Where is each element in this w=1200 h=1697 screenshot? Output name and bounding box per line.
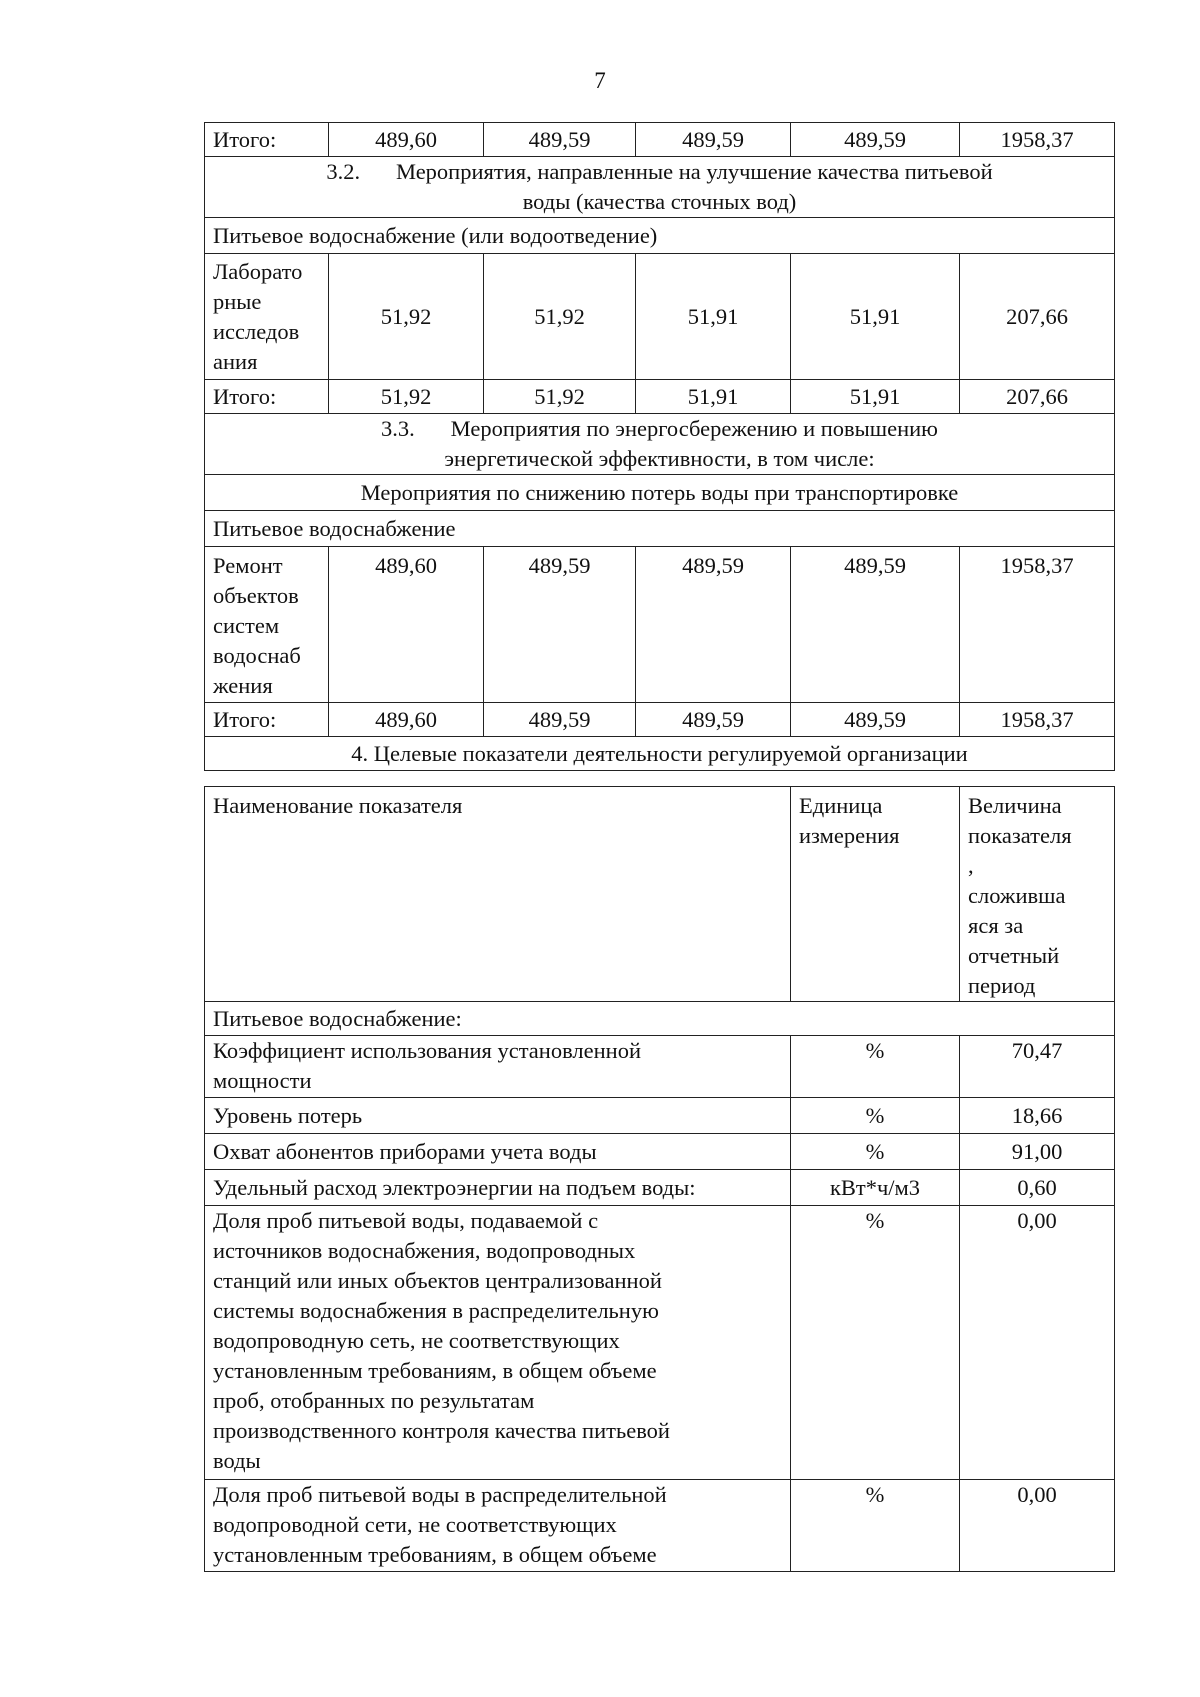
total-label: Итого: (205, 123, 329, 157)
total-value: 489,59 (791, 123, 960, 157)
indicator-name-line: проб, отобранных по результатам (213, 1388, 535, 1413)
indicator-unit: % (791, 1098, 960, 1134)
indicator-value: 91,00 (960, 1134, 1115, 1170)
indicator-row (205, 1206, 1115, 1480)
indicator-name-line: системы водоснабжения в распределительную (213, 1298, 659, 1323)
cell-value: 489,60 (329, 547, 484, 703)
cell-value: 51,92 (329, 254, 484, 380)
subheading-row (205, 511, 1115, 547)
group-row (205, 1002, 1115, 1036)
indicator-name-line: установленным требованиям, в общем объеме (213, 1358, 657, 1383)
total-label: Итого: (205, 380, 329, 414)
row-label-line: водоснаб (213, 643, 301, 668)
header-unit (791, 787, 960, 1002)
indicator-name-line: мощности (213, 1068, 312, 1093)
indicator-row (205, 1036, 1115, 1098)
indicators-table (204, 786, 1115, 1572)
header-unit-line: измерения (799, 823, 900, 848)
row-label (205, 254, 329, 380)
total-value: 51,92 (329, 380, 484, 414)
indicator-value: 0,00 (960, 1480, 1115, 1572)
header-value (960, 787, 1115, 1002)
indicator-row (205, 1480, 1115, 1572)
indicator-row (205, 1170, 1115, 1206)
indicator-unit: % (791, 1206, 960, 1480)
subheading: Мероприятия по снижению потерь воды при транспортировке (205, 475, 1115, 511)
row-label-line: ания (213, 348, 258, 374)
indicator-row (205, 1098, 1115, 1134)
indicator-value: 0,60 (960, 1170, 1115, 1206)
total-value: 489,59 (636, 123, 791, 157)
indicator-name-line: производственного контроля качества питьевой (213, 1418, 670, 1443)
investment-table (204, 122, 1115, 771)
header-value-line: сложивша (968, 883, 1066, 908)
section-row (205, 737, 1115, 771)
cell-value: 489,59 (791, 547, 960, 703)
indicator-name-line: водопроводной сети, не соответствующих (213, 1512, 617, 1537)
row-label-line: исследов (213, 318, 300, 344)
indicator-name-line: Доля проб питьевой воды, подаваемой с (213, 1208, 599, 1233)
total-value: 51,91 (636, 380, 791, 414)
section-number: 3.3. (381, 416, 415, 441)
section-title-line: Мероприятия по энергосбережению и повышению (450, 416, 938, 441)
indicator-name: Удельный расход электроэнергии на подъем воды: (205, 1170, 791, 1206)
row-label-line: рные (213, 288, 262, 314)
total-value: 489,59 (484, 123, 636, 157)
total-row (205, 380, 1115, 414)
section-number: 3.2. (326, 159, 361, 184)
cell-value: 51,92 (484, 254, 636, 380)
indicators-header-row (205, 787, 1115, 1002)
indicator-name (205, 1206, 791, 1480)
header-value-line: , (968, 853, 974, 878)
total-value: 1958,37 (960, 703, 1115, 737)
subheading-row (205, 475, 1115, 511)
section-row (205, 157, 1115, 218)
row-label-line: Ремонт (213, 553, 283, 578)
section-row (205, 414, 1115, 475)
indicator-name-line: Доля проб питьевой воды в распределительной (213, 1482, 667, 1507)
total-value: 51,91 (791, 380, 960, 414)
header-value-line: отчетный (968, 943, 1060, 968)
indicator-unit: % (791, 1480, 960, 1572)
indicator-value: 0,00 (960, 1206, 1115, 1480)
repair-row (205, 547, 1115, 703)
group-label: Питьевое водоснабжение: (205, 1002, 1115, 1036)
header-value-line: показателя (968, 823, 1072, 848)
cell-value: 51,91 (791, 254, 960, 380)
indicator-name-line: установленным требованиям, в общем объеме (213, 1542, 657, 1567)
header-name: Наименование показателя (205, 787, 791, 1002)
row-label (205, 547, 329, 703)
header-value-line: яся за (968, 913, 1024, 938)
total-value: 489,60 (329, 703, 484, 737)
section-3-3-title (205, 414, 1115, 475)
cell-value: 51,91 (636, 254, 791, 380)
total-value: 489,59 (791, 703, 960, 737)
indicator-row (205, 1134, 1115, 1170)
total-row (205, 123, 1115, 157)
row-label-line: систем (213, 613, 280, 638)
row-label-line: жения (213, 673, 273, 698)
page-number: 7 (594, 68, 606, 93)
section-3-2-title (205, 157, 1115, 218)
cell-value: 489,59 (484, 547, 636, 703)
row-label-line: Лаборато (213, 258, 303, 284)
total-value: 489,59 (636, 703, 791, 737)
cell-value: 1958,37 (960, 547, 1115, 703)
indicator-name-line: воды (213, 1448, 261, 1473)
header-value-line: период (968, 973, 1036, 998)
header-value-line: Величина (968, 793, 1062, 818)
indicator-name (205, 1480, 791, 1572)
subheading: Питьевое водоснабжение (205, 511, 1115, 547)
cell-value: 489,59 (636, 547, 791, 703)
indicator-value: 18,66 (960, 1098, 1115, 1134)
total-value: 489,59 (484, 703, 636, 737)
total-value: 1958,37 (960, 123, 1115, 157)
indicator-unit: % (791, 1134, 960, 1170)
total-value: 489,60 (329, 123, 484, 157)
cell-value: 207,66 (960, 254, 1115, 380)
subheading: Питьевое водоснабжение (или водоотведение) (205, 218, 1115, 254)
indicator-name-line: станций или иных объектов централизованной (213, 1268, 662, 1293)
indicator-name: Охват абонентов приборами учета воды (205, 1134, 791, 1170)
indicator-unit: % (791, 1036, 960, 1098)
row-label-line: объектов (213, 583, 299, 608)
section-title-line: воды (качества сточных вод) (522, 189, 797, 214)
indicator-name-line: Коэффициент использования установленной (213, 1038, 641, 1063)
indicator-name-line: водопроводную сеть, не соответствующих (213, 1328, 620, 1353)
subheading-row (205, 218, 1115, 254)
indicator-name: Уровень потерь (205, 1098, 791, 1134)
indicator-value: 70,47 (960, 1036, 1115, 1098)
total-value: 51,92 (484, 380, 636, 414)
section-4-title: 4. Целевые показатели деятельности регулируемой организации (205, 737, 1115, 771)
section-title-line: энергетической эффективности, в том числе: (444, 446, 875, 471)
header-unit-line: Единица (799, 793, 883, 818)
indicator-name (205, 1036, 791, 1098)
lab-row (205, 254, 1115, 380)
total-value: 207,66 (960, 380, 1115, 414)
total-row (205, 703, 1115, 737)
indicator-unit: кВт*ч/м3 (791, 1170, 960, 1206)
total-label: Итого: (205, 703, 329, 737)
indicator-name-line: источников водоснабжения, водопроводных (213, 1238, 636, 1263)
section-title-line: Мероприятия, направленные на улучшение качества питьевой (395, 159, 993, 184)
